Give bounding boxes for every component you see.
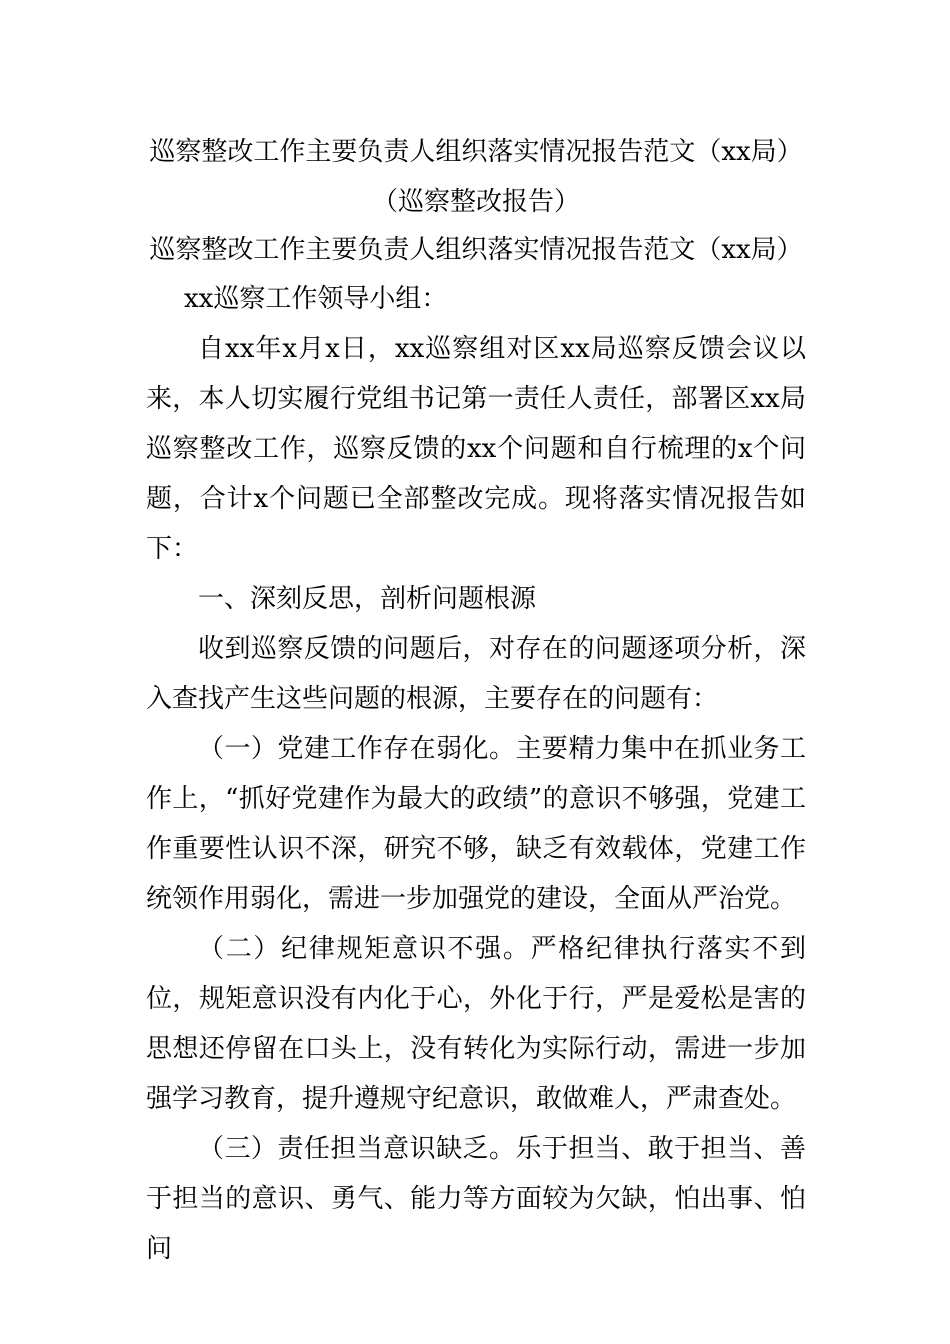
- document-subtitle: （巡察整改报告）: [371, 187, 580, 217]
- paragraph-item-3: （三）责任担当意识缺乏。乐于担当、敢于担当、善于担当的意识、勇气、能力等方面较为欠缺，怕出事、怕问: [146, 1134, 806, 1264]
- paragraph-analysis: 收到巡察反馈的问题后，对存在的问题逐项分析，深入查找产生这些问题的根源，主要存在的问题有：: [146, 634, 806, 714]
- document-body: [146, 128, 806, 1274]
- document-title: 巡察整改工作主要负责人组织落实情况报告范文（xx局）: [149, 137, 803, 167]
- paragraph-intro: 自xx年x月x日，xx巡察组对区xx局巡察反馈会议以来，本人切实履行党组书记第一责任人责任，部署区xx局巡察整改工作，巡察反馈的xx个问题和自行梳理的x个问题，合计x个问题已全部整改完成。现将落实情况报告如下：: [146, 334, 806, 564]
- salutation: xx巡察工作领导小组：: [184, 284, 448, 314]
- section-heading-1: 一、深刻反思，剖析问题根源: [198, 584, 537, 614]
- paragraph-item-1: （一）党建工作存在弱化。主要精力集中在抓业务工作上，“抓好党建作为最大的政绩”的意识不够强，党建工作重要性认识不深，研究不够，缺乏有效载体，党建工作统领作用弱化，需进一步加强党的建设，全面从严治党。: [146, 734, 806, 914]
- document-title-repeat: 巡察整改工作主要负责人组织落实情况报告范文（xx局）: [149, 235, 803, 265]
- paragraph-item-2: （二）纪律规矩意识不强。严格纪律执行落实不到位，规矩意识没有内化于心，外化于行，严是爱松是害的思想还停留在口头上，没有转化为实际行动，需进一步加强学习教育，提升遵规守纪意识，敢做难人，严肃查处。: [146, 934, 806, 1114]
